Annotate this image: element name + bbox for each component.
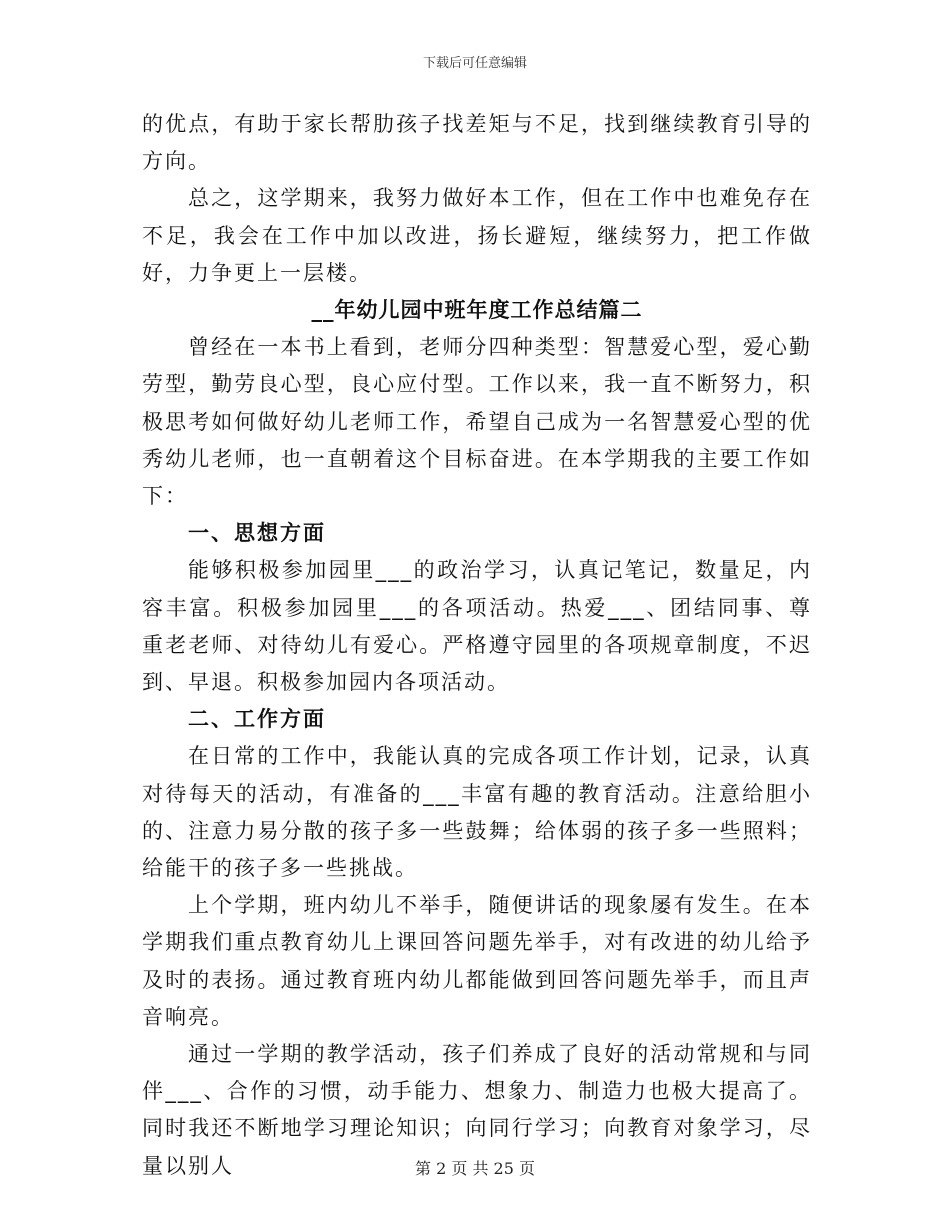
paragraph-discipline: 上个学期，班内幼儿不举手，随便讲话的现象屡有发生。在本学期我们重点教育幼儿上课回答问题先举手，对有改进的幼儿给予及时的表扬。通过教育班内幼儿都能做到回答问题先举手，而且声音响亮。 [142, 893, 812, 1029]
heading-work: 二、工作方面 [188, 707, 326, 732]
heading-thought: 一、思想方面 [188, 521, 326, 546]
paragraph-continuation: 的优点，有助于家长帮肋孩子找差矩与不足，找到继续教育引导的方向。 [142, 112, 812, 174]
paragraph-thought: 能够积极参加园里___的政治学习，认真记笔记，数量足，内容丰富。积极参加园里___的各项活动。热爱___、团结同事、尊重老老师、对待幼儿有爱心。严格遵守园里的各项规章制度，不迟到、早退。积极参加园内各项活动。 [142, 558, 812, 695]
page-header: 下载后可任意编辑 [422, 56, 527, 71]
paragraph-conclusion: 总之，这学期来，我努力做好本工作，但在工作中也难免存在不足，我会在工作中加以改进，扬长避短，继续努力，把工作做好，力争更上一层楼。 [142, 186, 812, 285]
paragraph-intro: 曾经在一本书上看到，老师分四种类型：智慧爱心型，爱心勤劳型，勤劳良心型，良心应付型。工作以来，我一直不断努力，积极思考如何做好幼儿老师工作，希望自己成为一名智慧爱心型的优秀幼儿老师，也一直朝着这个目标奋进。在本学期我的主要工作如下： [142, 335, 812, 509]
paragraph-work: 在日常的工作中，我能认真的完成各项工作计划，记录，认真对待每天的活动，有准备的___丰富有趣的教育活动。注意给胆小的、注意力易分散的孩子多一些鼓舞；给体弱的孩子多一些照料；给能干的孩子多一些挑战。 [142, 744, 812, 881]
document-body [142, 106, 812, 1185]
section-title: __年幼儿园中班年度工作总结篇二 [311, 298, 643, 323]
paragraph-results: 通过一学期的教学活动，孩子们养成了良好的活动常规和与同伴___、合作的习惯，动手能力、想象力、制造力也极大提高了。同时我还不断地学习理论知识；向同行学习；向教育对象学习，尽量以别人 [142, 1042, 812, 1178]
page-footer: 第 2 页 共 25 页 [415, 1159, 535, 1178]
